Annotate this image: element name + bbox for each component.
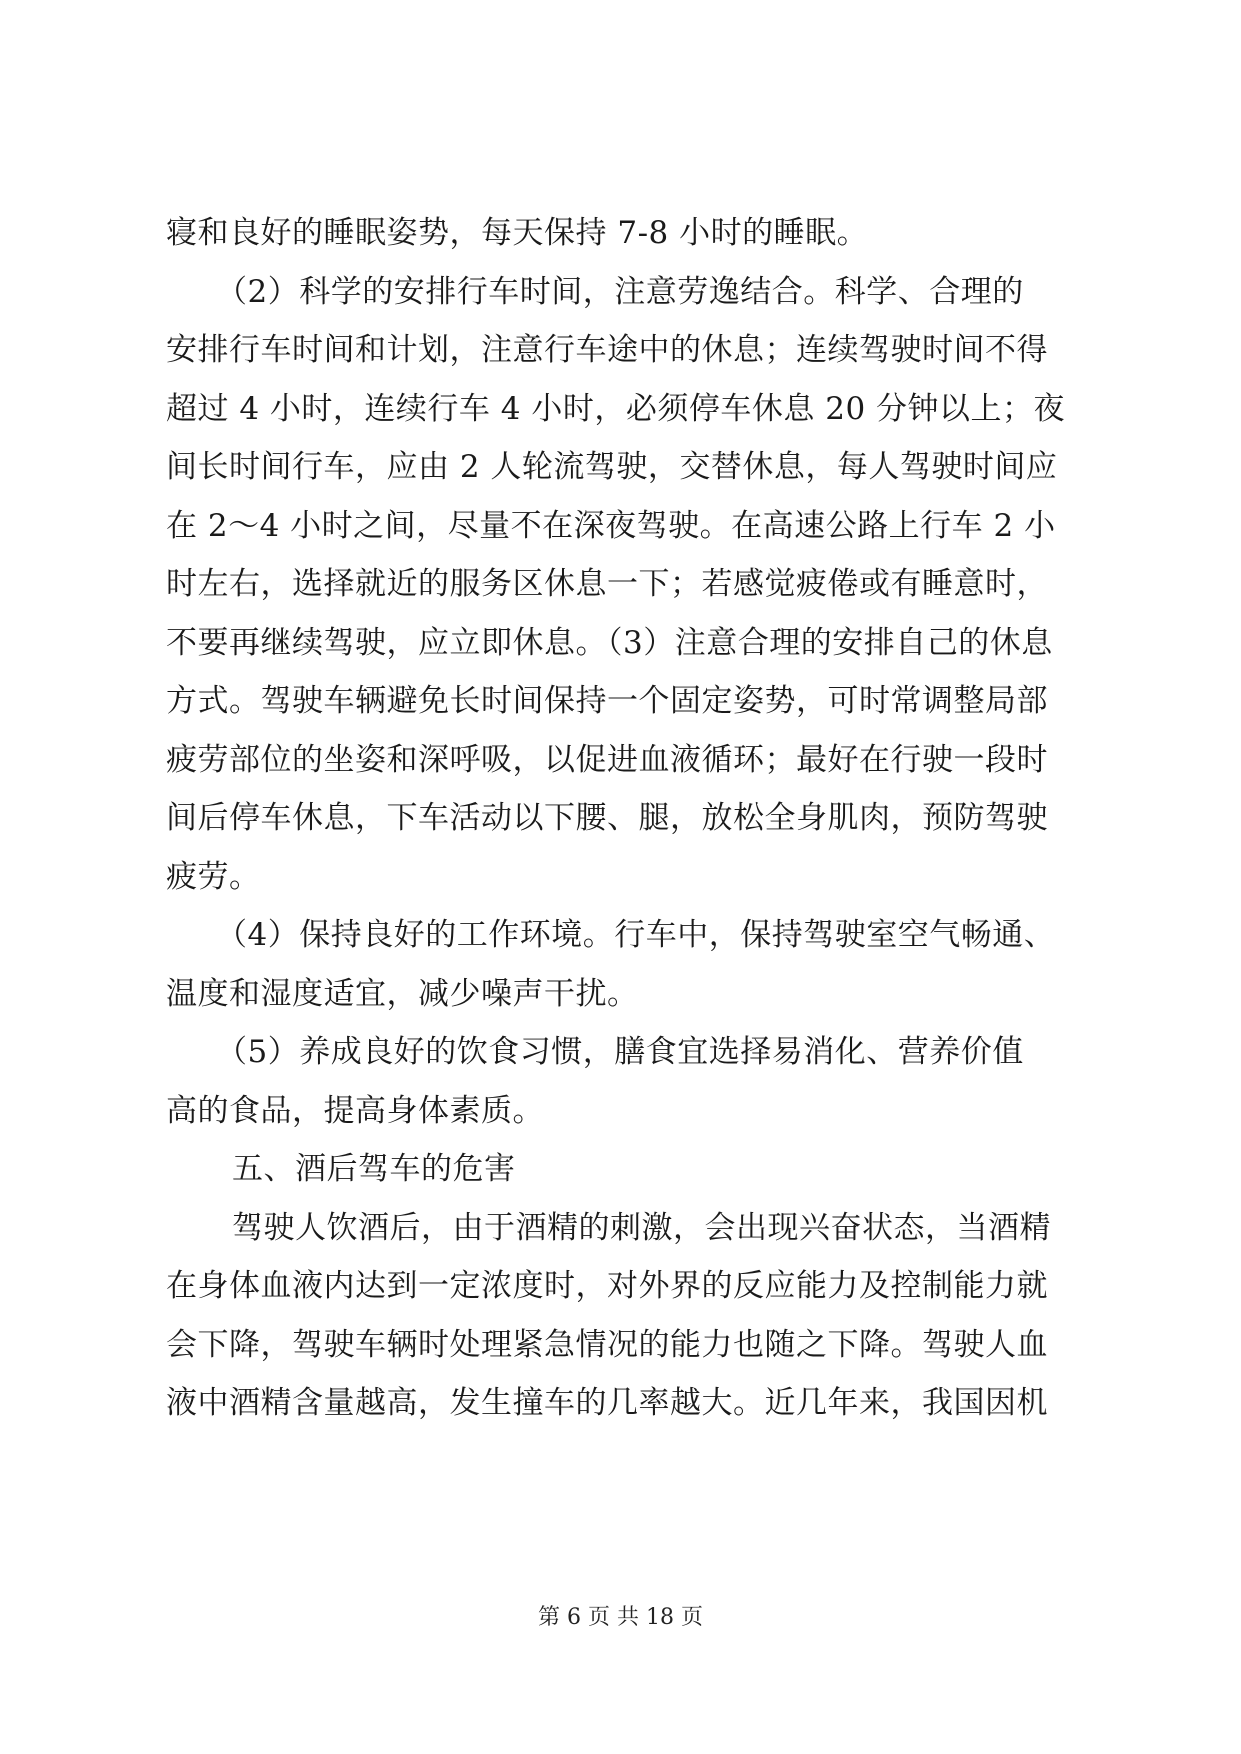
text-line: （4）保持良好的工作环境。行车中，保持驾驶室空气畅通、 xyxy=(216,917,1056,953)
text-line: 间后停车休息，下车活动以下腰、腿，放松全身肌肉，预防驾驶 xyxy=(166,800,1048,836)
text-line: 安排行车时间和计划，注意行车途中的休息；连续驾驶时间不得 xyxy=(166,332,1048,368)
text-line: 会下降，驾驶车辆时处理紧急情况的能力也随之下降。驾驶人血 xyxy=(166,1327,1048,1363)
text-line: 高的食品，提高身体素质。 xyxy=(166,1093,544,1129)
text-line: （2）科学的安排行车时间，注意劳逸结合。科学、合理的 xyxy=(216,274,1024,310)
text-line: 寝和良好的睡眠姿势，每天保持 7-8 小时的睡眠。 xyxy=(166,215,869,251)
text-line: 驾驶人饮酒后，由于酒精的刺激，会出现兴奋状态，当酒精 xyxy=(232,1210,1051,1246)
text-line: 在身体血液内达到一定浓度时，对外界的反应能力及控制能力就 xyxy=(166,1268,1048,1304)
text-line: 液中酒精含量越高，发生撞车的几率越大。近几年来，我国因机 xyxy=(166,1385,1048,1421)
text-line: 温度和湿度适宜，减少噪声干扰。 xyxy=(166,976,639,1012)
text-line: 间长时间行车，应由 2 人轮流驾驶，交替休息，每人驾驶时间应 xyxy=(166,449,1058,485)
text-line: 疲劳部位的坐姿和深呼吸，以促进血液循环；最好在行驶一段时 xyxy=(166,742,1048,778)
text-line: 时左右，选择就近的服务区休息一下；若感觉疲倦或有睡意时， xyxy=(166,566,1048,602)
section-heading: 五、酒后驾车的危害 xyxy=(232,1151,516,1187)
text-line: （5）养成良好的饮食习惯，膳食宜选择易消化、营养价值 xyxy=(216,1034,1024,1070)
text-line: 方式。驾驶车辆避免长时间保持一个固定姿势，可时常调整局部 xyxy=(166,683,1048,719)
text-line: 在 2～4 小时之间，尽量不在深夜驾驶。在高速公路上行车 2 小 xyxy=(166,508,1056,544)
text-line: 超过 4 小时，连续行车 4 小时，必须停车休息 20 分钟以上；夜 xyxy=(166,391,1066,427)
text-line: 不要再继续驾驶，应立即休息。（3）注意合理的安排自己的休息 xyxy=(166,625,1053,661)
text-line: 疲劳。 xyxy=(166,859,261,895)
page-footer: 第 6 页 共 18 页 xyxy=(538,1605,703,1630)
